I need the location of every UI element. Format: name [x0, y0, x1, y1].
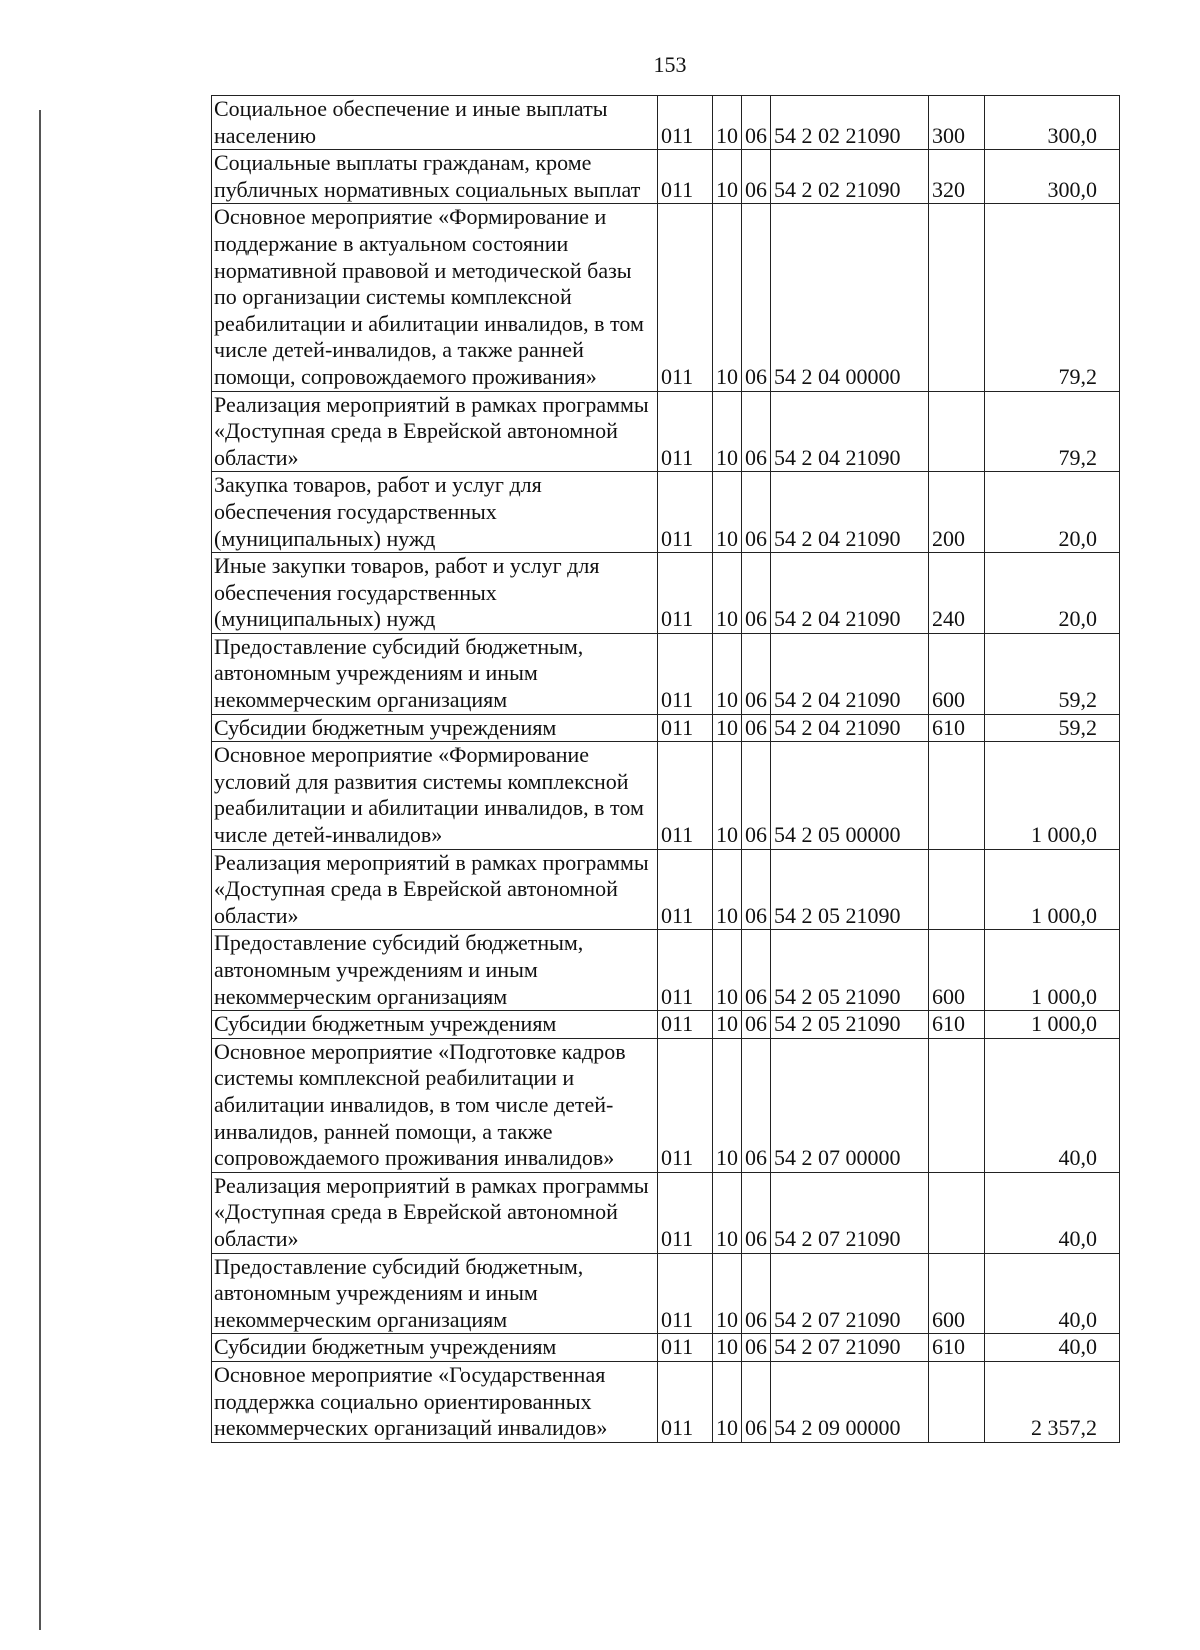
- ved-code-cell: 011: [658, 1334, 713, 1362]
- section-code-cell: 10: [713, 849, 742, 930]
- expense-type-code-cell: [929, 391, 985, 472]
- section-code-cell: 10: [713, 633, 742, 714]
- subsection-code-cell: 06: [742, 96, 771, 150]
- amount-cell: 79,2: [985, 391, 1120, 472]
- expense-type-code-cell: 610: [929, 1334, 985, 1362]
- ved-code-cell: 011: [658, 1361, 713, 1442]
- subsection-code-cell: 06: [742, 472, 771, 553]
- ved-code-cell: 011: [658, 1038, 713, 1172]
- row-name-cell: Основное мероприятие «Подготовке кадров системы комплексной реабилитации и абилитации инвалидов, в том числе детей-инвалидов, ранней помощи, а также сопровождаемого проживания инвалидов»: [212, 1038, 658, 1172]
- expense-type-code-cell: 320: [929, 150, 985, 204]
- target-article-code-cell: 54 2 04 21090: [771, 391, 929, 472]
- row-name-cell: Иные закупки товаров, работ и услуг для обеспечения государственных (муниципальных) нужд: [212, 553, 658, 634]
- row-name-cell: Социальное обеспечение и иные выплаты населению: [212, 96, 658, 150]
- section-code-cell: 10: [713, 204, 742, 391]
- section-code-cell: 10: [713, 742, 742, 849]
- row-name-cell: Субсидии бюджетным учреждениям: [212, 714, 658, 742]
- target-article-code-cell: 54 2 04 21090: [771, 553, 929, 634]
- expense-type-code-cell: 200: [929, 472, 985, 553]
- target-article-code-cell: 54 2 05 21090: [771, 1011, 929, 1039]
- subsection-code-cell: 06: [742, 1253, 771, 1334]
- row-name-cell: Реализация мероприятий в рамках программы «Доступная среда в Еврейской автономной области»: [212, 849, 658, 930]
- amount-cell: 1 000,0: [985, 930, 1120, 1011]
- target-article-code-cell: 54 2 09 00000: [771, 1361, 929, 1442]
- ved-code-cell: 011: [658, 1011, 713, 1039]
- ved-code-cell: 011: [658, 714, 713, 742]
- target-article-code-cell: 54 2 02 21090: [771, 96, 929, 150]
- amount-cell: 40,0: [985, 1172, 1120, 1253]
- subsection-code-cell: 06: [742, 1038, 771, 1172]
- amount-cell: 40,0: [985, 1253, 1120, 1334]
- amount-cell: 59,2: [985, 633, 1120, 714]
- section-code-cell: 10: [713, 930, 742, 1011]
- row-name-cell: Основное мероприятие «Государственная поддержка социально ориентированных некоммерческих организаций инвалидов»: [212, 1361, 658, 1442]
- row-name-cell: Закупка товаров, работ и услуг для обеспечения государственных (муниципальных) нужд: [212, 472, 658, 553]
- table-row: [212, 849, 1120, 930]
- section-code-cell: 10: [713, 1253, 742, 1334]
- section-code-cell: 10: [713, 1172, 742, 1253]
- table-row: [212, 204, 1120, 391]
- table-row: [212, 1361, 1120, 1442]
- table-row: [212, 1253, 1120, 1334]
- page-number: 153: [653, 52, 687, 77]
- table-row: [212, 714, 1120, 742]
- section-code-cell: 10: [713, 1361, 742, 1442]
- table-row: [212, 553, 1120, 634]
- target-article-code-cell: 54 2 07 00000: [771, 1038, 929, 1172]
- table-row: [212, 150, 1120, 204]
- target-article-code-cell: 54 2 02 21090: [771, 150, 929, 204]
- subsection-code-cell: 06: [742, 1334, 771, 1362]
- ved-code-cell: 011: [658, 204, 713, 391]
- row-name-cell: Реализация мероприятий в рамках программы «Доступная среда в Еврейской автономной области»: [212, 1172, 658, 1253]
- subsection-code-cell: 06: [742, 391, 771, 472]
- expense-type-code-cell: [929, 1172, 985, 1253]
- ved-code-cell: 011: [658, 1253, 713, 1334]
- row-name-cell: Основное мероприятие «Формирование условий для развития системы комплексной реабилитации и абилитации инвалидов, в том числе детей-инвалидов»: [212, 742, 658, 849]
- ved-code-cell: 011: [658, 633, 713, 714]
- amount-cell: 1 000,0: [985, 1011, 1120, 1039]
- section-code-cell: 10: [713, 472, 742, 553]
- ved-code-cell: 011: [658, 1172, 713, 1253]
- table-row: [212, 1038, 1120, 1172]
- ved-code-cell: 011: [658, 96, 713, 150]
- table-row: [212, 1172, 1120, 1253]
- amount-cell: 79,2: [985, 204, 1120, 391]
- table-row: [212, 96, 1120, 150]
- target-article-code-cell: 54 2 04 21090: [771, 714, 929, 742]
- expense-type-code-cell: [929, 1361, 985, 1442]
- row-name-cell: Реализация мероприятий в рамках программы «Доступная среда в Еврейской автономной области»: [212, 391, 658, 472]
- section-code-cell: 10: [713, 1011, 742, 1039]
- expense-type-code-cell: 610: [929, 714, 985, 742]
- target-article-code-cell: 54 2 05 21090: [771, 849, 929, 930]
- amount-cell: 1 000,0: [985, 849, 1120, 930]
- table-body: [212, 96, 1120, 1443]
- subsection-code-cell: 06: [742, 742, 771, 849]
- expense-type-code-cell: 300: [929, 96, 985, 150]
- subsection-code-cell: 06: [742, 714, 771, 742]
- row-name-cell: Субсидии бюджетным учреждениям: [212, 1011, 658, 1039]
- target-article-code-cell: 54 2 07 21090: [771, 1334, 929, 1362]
- expense-type-code-cell: 240: [929, 553, 985, 634]
- target-article-code-cell: 54 2 04 00000: [771, 204, 929, 391]
- ved-code-cell: 011: [658, 472, 713, 553]
- amount-cell: 300,0: [985, 96, 1120, 150]
- subsection-code-cell: 06: [742, 1172, 771, 1253]
- expense-type-code-cell: [929, 204, 985, 391]
- table-row: [212, 1334, 1120, 1362]
- amount-cell: 40,0: [985, 1038, 1120, 1172]
- section-code-cell: 10: [713, 96, 742, 150]
- amount-cell: 59,2: [985, 714, 1120, 742]
- section-code-cell: 10: [713, 553, 742, 634]
- ved-code-cell: 011: [658, 742, 713, 849]
- ved-code-cell: 011: [658, 553, 713, 634]
- subsection-code-cell: 06: [742, 1011, 771, 1039]
- table-row: [212, 742, 1120, 849]
- row-name-cell: Основное мероприятие «Формирование и поддержание в актуальном состоянии нормативной правовой и методической базы по организации системы комплексной реабилитации и абилитации инвалидов, в том числе детей-инвалидов, а также ранней помощи, сопровождаемого проживания»: [212, 204, 658, 391]
- subsection-code-cell: 06: [742, 633, 771, 714]
- section-code-cell: 10: [713, 391, 742, 472]
- amount-cell: 20,0: [985, 553, 1120, 634]
- ved-code-cell: 011: [658, 150, 713, 204]
- ved-code-cell: 011: [658, 391, 713, 472]
- expense-type-code-cell: [929, 1038, 985, 1172]
- row-name-cell: Предоставление субсидий бюджетным, автономным учреждениям и иным некоммерческим организациям: [212, 930, 658, 1011]
- target-article-code-cell: 54 2 04 21090: [771, 472, 929, 553]
- row-name-cell: Предоставление субсидий бюджетным, автономным учреждениям и иным некоммерческим организациям: [212, 1253, 658, 1334]
- expense-type-code-cell: 600: [929, 930, 985, 1011]
- subsection-code-cell: 06: [742, 553, 771, 634]
- row-name-cell: Социальные выплаты гражданам, кроме публичных нормативных социальных выплат: [212, 150, 658, 204]
- row-name-cell: Субсидии бюджетным учреждениям: [212, 1334, 658, 1362]
- section-code-cell: 10: [713, 1334, 742, 1362]
- section-code-cell: 10: [713, 150, 742, 204]
- amount-cell: 300,0: [985, 150, 1120, 204]
- table-row: [212, 1011, 1120, 1039]
- amount-cell: 2 357,2: [985, 1361, 1120, 1442]
- subsection-code-cell: 06: [742, 204, 771, 391]
- row-name-cell: Предоставление субсидий бюджетным, автономным учреждениям и иным некоммерческим организациям: [212, 633, 658, 714]
- expense-type-code-cell: 610: [929, 1011, 985, 1039]
- amount-cell: 1 000,0: [985, 742, 1120, 849]
- table-row: [212, 633, 1120, 714]
- section-code-cell: 10: [713, 714, 742, 742]
- expense-type-code-cell: [929, 849, 985, 930]
- expense-type-code-cell: [929, 742, 985, 849]
- amount-cell: 20,0: [985, 472, 1120, 553]
- expense-type-code-cell: 600: [929, 633, 985, 714]
- budget-table: [211, 95, 1120, 1443]
- ved-code-cell: 011: [658, 849, 713, 930]
- target-article-code-cell: 54 2 07 21090: [771, 1172, 929, 1253]
- subsection-code-cell: 06: [742, 1361, 771, 1442]
- target-article-code-cell: 54 2 04 21090: [771, 633, 929, 714]
- table-row: [212, 930, 1120, 1011]
- table-row: [212, 391, 1120, 472]
- target-article-code-cell: 54 2 07 21090: [771, 1253, 929, 1334]
- section-code-cell: 10: [713, 1038, 742, 1172]
- subsection-code-cell: 06: [742, 849, 771, 930]
- amount-cell: 40,0: [985, 1334, 1120, 1362]
- target-article-code-cell: 54 2 05 00000: [771, 742, 929, 849]
- expense-type-code-cell: 600: [929, 1253, 985, 1334]
- table-row: [212, 472, 1120, 553]
- subsection-code-cell: 06: [742, 150, 771, 204]
- margin-line: [39, 110, 41, 1630]
- ved-code-cell: 011: [658, 930, 713, 1011]
- subsection-code-cell: 06: [742, 930, 771, 1011]
- target-article-code-cell: 54 2 05 21090: [771, 930, 929, 1011]
